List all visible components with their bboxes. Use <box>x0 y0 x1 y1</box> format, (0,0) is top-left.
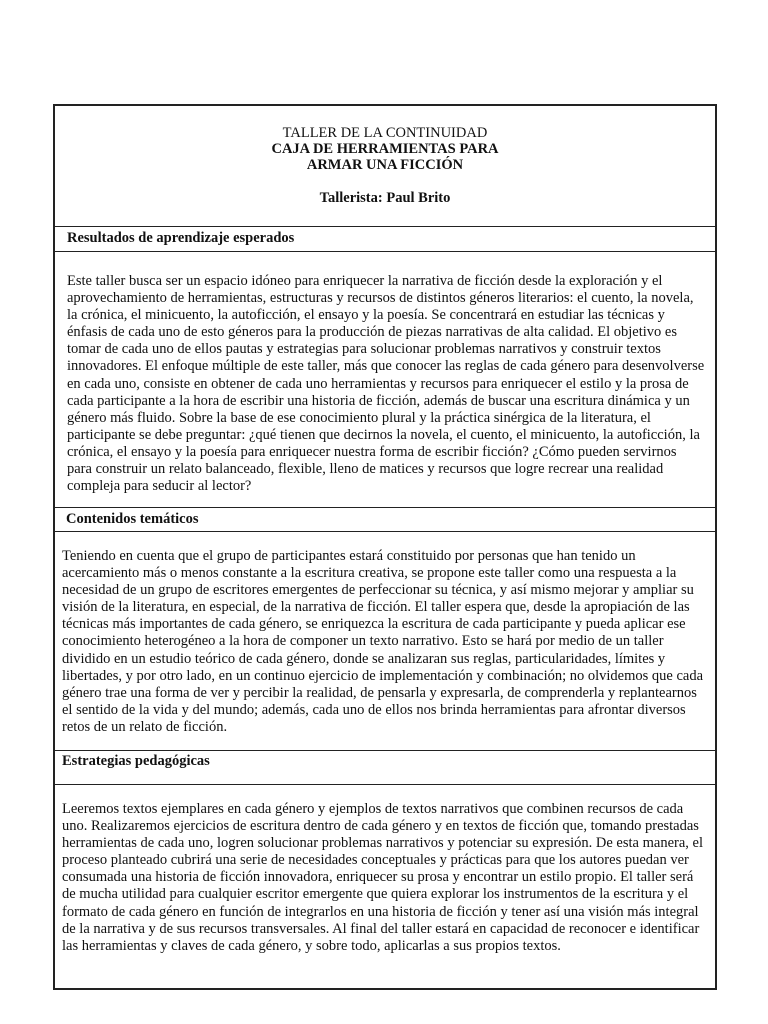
tallerista-name: Tallerista: Paul Brito <box>319 190 451 206</box>
section-label-contenidos: Contenidos temáticos <box>55 508 715 532</box>
document-header <box>55 106 715 227</box>
section-text-resultados <box>55 252 715 508</box>
workshop-title: TALLER DE LA CONTINUIDAD <box>282 125 488 141</box>
section-paragraph: Leeremos textos ejemplares en cada género y ejemplos de textos narrativos que combinen recursos de cada uno. Realizaremos ejercicios de escritura dentro de cada género y en textos de ficción que, tomando prestadas herramientas de cada uno, logren solucionar problemas narrativos y potenciar su expresión. De esta manera, el proceso planteado cubrirá una serie de necesidades conceptuales y prácticas para que los autores puedan ver consumada una historia de ficción innovadora, enriquecer su prosa y encontrar un estilo propio. El taller será de mucha utilidad para cualquier escritor emergente que quiera explorar los instrumentos de la escritura y el formato de cada género en función de integrarlos en una historia de ficción y tener así una visión más integral de la narrativa y de sus recursos transversales. Al final del taller estará en capacidad de reconocer e identificar las herramientas y claves de cada género, y sobre todo, aplicarlas a sus propios textos. <box>62 801 703 954</box>
workshop-subtitle-line2: ARMAR UNA FICCIÓN <box>306 157 464 173</box>
section-text-contenidos <box>55 532 715 751</box>
workshop-subtitle-line1: CAJA DE HERRAMIENTAS PARA <box>271 141 499 157</box>
section-paragraph: Este taller busca ser un espacio idóneo para enriquecer la narrativa de ficción desde la exploración y el aprovechamiento de herramientas, estructuras y recursos de distintos géneros literarios: el cuento, la novela, la crónica, el minicuento, la autoficción, el ensayo y la poesía. Se concentrará en estudiar las técnicas y énfasis de cada uno de esto géneros para la producción de piezas narrativas de alta calidad. El objetivo es tomar de cada uno de ellos pautas y estrategias para solucionar problemas narrativos y construir textos innovadores. El enfoque múltiple de este taller, más que conocer las reglas de cada género para desenvolverse en cada uno, consiste en obtener de cada uno herramientas y recursos para enriquecer el estilo y la prosa de cada participante a la hora de escribir una historia de ficción, además de buscar una escritura dinámica y un género más fluido. Sobre la base de ese conocimiento plural y la práctica sinérgica de la literatura, el participante se debe preguntar: ¿qué tienen que decirnos la novela, el cuento, el minicuento, la autoficción, la crónica, el ensayo y la poesía para enriquecer nuestra forma de escribir ficción? ¿Cómo pueden servirnos para construir un relato balanceado, flexible, lleno de matices y recursos que logre recrear una realidad compleja para seducir al lector? <box>67 273 705 495</box>
section-paragraph: Teniendo en cuenta que el grupo de participantes estará constituido por personas que han tenido un acercamiento más o menos constante a la escritura creativa, se propone este taller como una respuesta a la necesidad de un grupo de escritores emergentes de perfeccionar su técnica, y así mismo mejorar y ampliar su visión de la literatura, en especial, de la narrativa de ficción. El taller espera que, desde la apropiación de las técnicas más importantes de cada género, se enriquezca la escritura de cada participante y pueda aplicar ese conocimiento heterogéneo a la hora de componer un texto narrativo. Esto se hará por medio de un taller dividido en un estudio teórico de cada género, donde se analizaran sus reglas, particularidades, límites y libertades, y por otro lado, en un continuo ejercicio de implementación y combinación; no olvidemos que cada género trae una forma de ver y percibir la realidad, de pensarla y expresarla, de comprenderla y replantearnos el sentido de la vida y del mundo; además, cada uno de ellos nos brinda herramientas para afrontar diversos retos de un relato de ficción. <box>62 548 704 735</box>
document-table <box>53 104 717 990</box>
section-text-estrategias <box>55 785 715 988</box>
section-label-resultados: Resultados de aprendizaje esperados <box>55 227 715 252</box>
section-label-estrategias: Estrategias pedagógicas <box>55 751 715 785</box>
